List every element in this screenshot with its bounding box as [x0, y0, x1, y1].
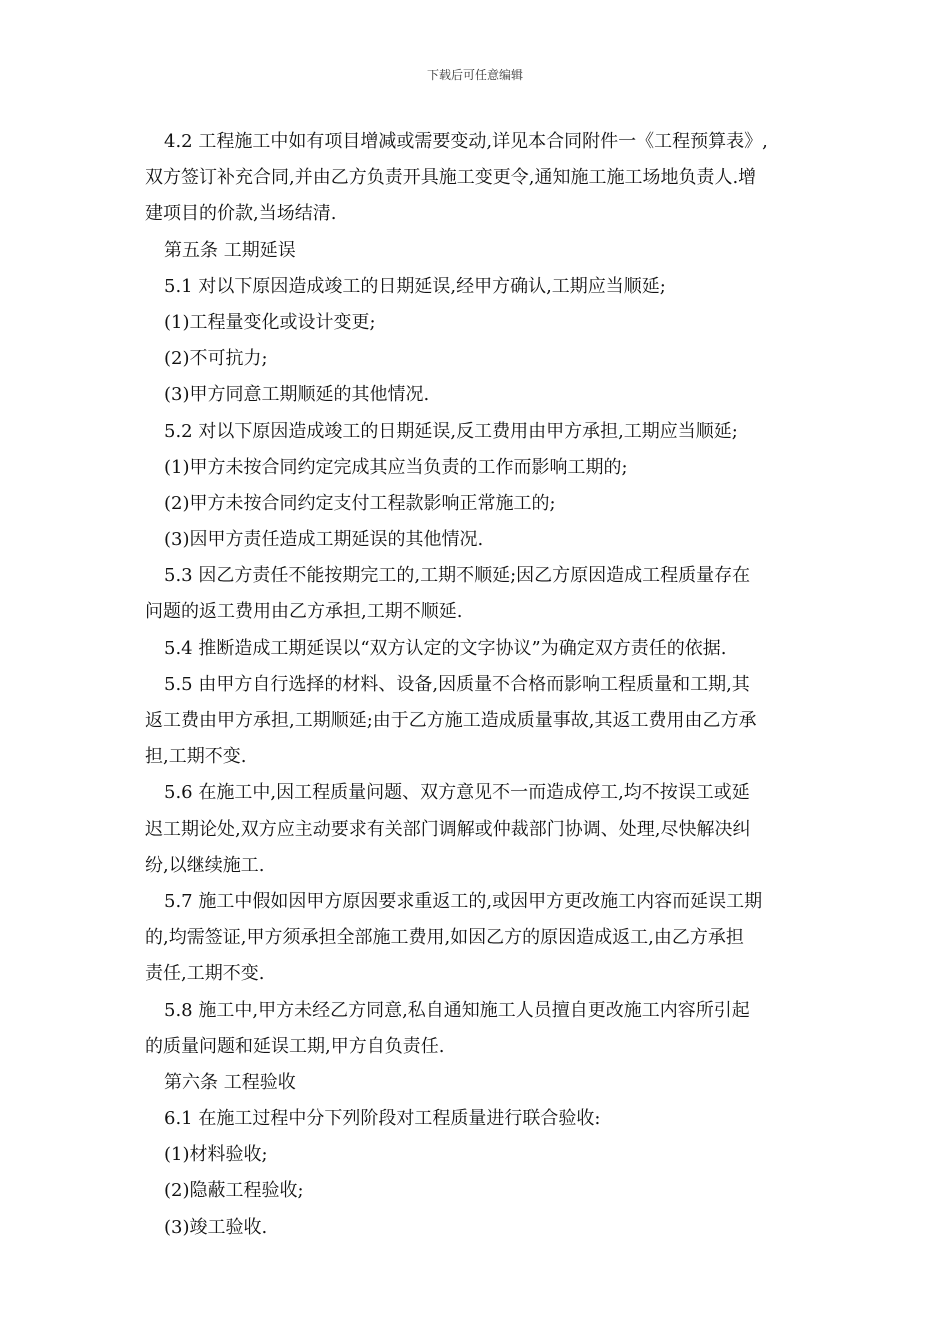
text-line: 的质量问题和延误工期,甲方自负责任. — [145, 1035, 445, 1057]
text-line: 5.2 对以下原因造成竣工的日期延误,反工费用由甲方承担,工期应当顺延; — [164, 420, 738, 442]
text-line: 5.3 因乙方责任不能按期完工的,工期不顺延;因乙方原因造成工程质量存在 — [164, 565, 751, 587]
text-line: 建项目的价款,当场结清. — [145, 203, 337, 225]
text-line: 第五条 工期延误 — [164, 239, 296, 261]
text-line: (1)材料验收; — [164, 1144, 268, 1166]
text-line: (1)甲方未按合同约定完成其应当负责的工作而影响工期的; — [164, 456, 628, 478]
text-line: 的,均需签证,甲方须承担全部施工费用,如因乙方的原因造成返工,由乙方承担 — [145, 927, 744, 949]
text-line: (1)工程量变化或设计变更; — [164, 311, 376, 333]
text-line: 迟工期论处,双方应主动要求有关部门调解或仲裁部门协调、处理,尽快解决纠 — [145, 818, 751, 840]
text-line: 5.4 推断造成工期延误以“双方认定的文字协议”为确定双方责任的依据. — [164, 637, 727, 659]
text-line: 5.5 由甲方自行选择的材料、设备,因质量不合格而影响工程质量和工期,其 — [164, 673, 750, 695]
text-line: 5.1 对以下原因造成竣工的日期延误,经甲方确认,工期应当顺延; — [164, 275, 666, 297]
document-body — [145, 124, 813, 1246]
text-line: 责任,工期不变. — [145, 963, 265, 985]
text-line: (2)隐蔽工程验收; — [164, 1180, 304, 1202]
text-line: 双方签订补充合同,并由乙方负责开具施工变更令,通知施工施工场地负责人.增 — [145, 167, 757, 189]
text-line: 6.1 在施工过程中分下列阶段对工程质量进行联合验收: — [164, 1108, 601, 1130]
text-line: 第六条 工程验收 — [164, 1071, 296, 1093]
text-line: 担,工期不变. — [145, 746, 247, 768]
text-line: 5.7 施工中假如因甲方原因要求重返工的,或因甲方更改施工内容而延误工期 — [164, 890, 763, 912]
text-line: (2)不可抗力; — [164, 348, 268, 370]
text-line: 4.2 工程施工中如有项目增减或需要变动,详见本合同附件一《工程预算表》, — [164, 131, 768, 152]
page-header: 下载后可任意编辑 — [426, 68, 523, 82]
text-line: (3)竣工验收. — [164, 1216, 268, 1238]
text-line: (2)甲方未按合同约定支付工程款影响正常施工的; — [164, 492, 556, 514]
text-line: 5.6 在施工中,因工程质量问题、双方意见不一而造成停工,均不按误工或延 — [164, 782, 750, 804]
text-line: 返工费由甲方承担,工期顺延;由于乙方施工造成质量事故,其返工费用由乙方承 — [145, 710, 757, 731]
text-line: (3)因甲方责任造成工期延误的其他情况. — [164, 529, 484, 551]
text-line: 问题的返工费用由乙方承担,工期不顺延. — [145, 601, 463, 623]
text-line: 纷,以继续施工. — [145, 854, 265, 876]
text-line: 5.8 施工中,甲方未经乙方同意,私自通知施工人员擅自更改施工内容所引起 — [164, 999, 750, 1021]
text-line: (3)甲方同意工期顺延的其他情况. — [164, 384, 430, 406]
